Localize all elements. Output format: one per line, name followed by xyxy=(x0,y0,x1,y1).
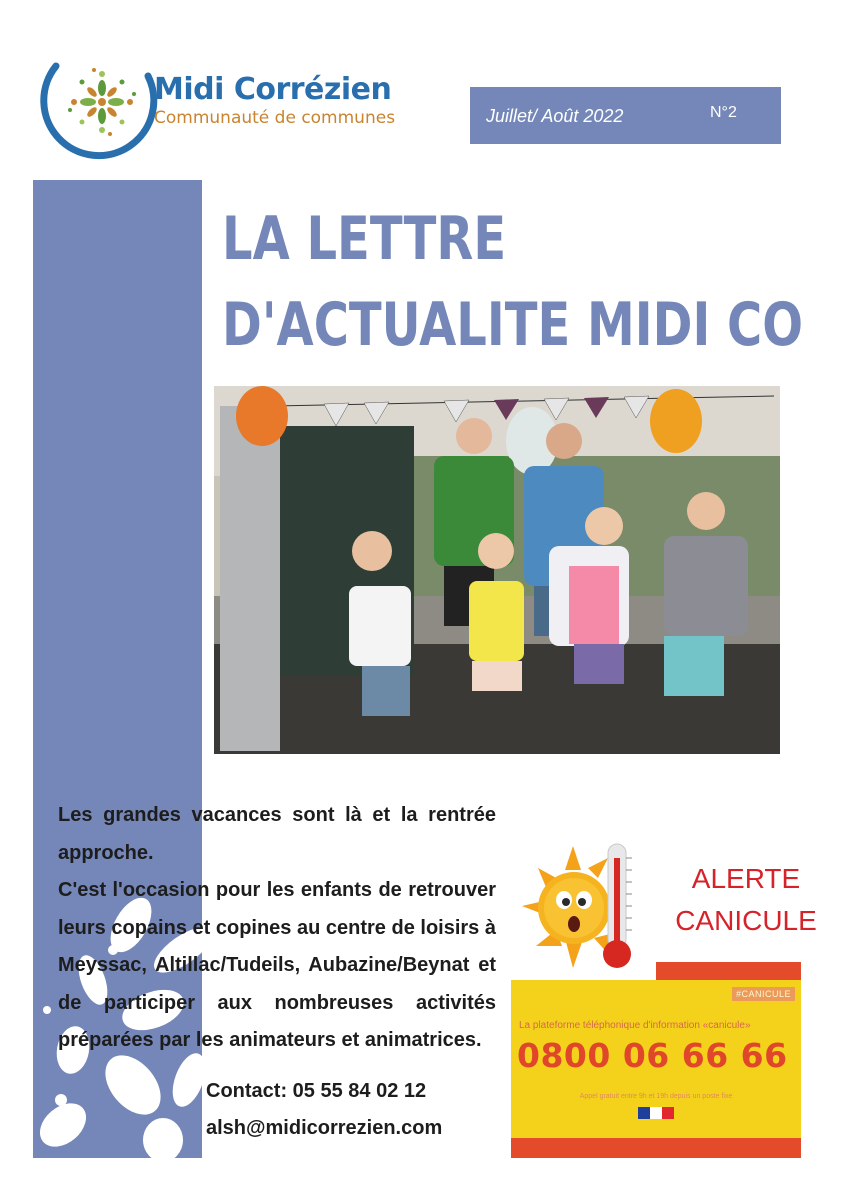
hotline-phone-number[interactable]: 0800 06 66 66 xyxy=(517,1036,788,1075)
heatwave-hotline-card xyxy=(511,962,801,1158)
alert-line-1: ALERTE xyxy=(691,863,801,894)
french-flag-icon xyxy=(638,1107,674,1119)
card-bottom-band xyxy=(511,1138,801,1158)
issue-number: N°2 xyxy=(710,104,737,121)
children-photo xyxy=(214,386,780,754)
hotline-description: La plateforme téléphonique d'information «canicule» xyxy=(519,1020,751,1031)
page-title xyxy=(222,196,804,368)
logo xyxy=(36,38,426,168)
article-paragraph-2: C'est l'occasion pour les enfants de retrouver leurs copains et copines au centre de loisirs à Meyssac, Altillac/Tudeils, Aubazine/Beynat et de participer aux nombreuses activités préparées par les animateurs et animatrices. xyxy=(58,879,496,1051)
leaf-circle-icon xyxy=(36,38,166,168)
sun-face-icon xyxy=(518,838,658,978)
title-line-1: LA LETTRE xyxy=(222,204,507,274)
logo-name: Midi Corrézien xyxy=(154,72,392,107)
canicule-hashtag: #CANICULE xyxy=(732,987,795,1001)
title-line-2: D'ACTUALITE MIDI CO xyxy=(222,290,804,360)
article-paragraph-1: Les grandes vacances sont là et la rentrée approche. xyxy=(58,804,496,864)
contact-email[interactable]: alsh@midicorrezien.com xyxy=(206,1117,443,1139)
contact-block xyxy=(206,1073,442,1147)
free-call-note: Appel gratuit entre 9h et 19h depuis un poste fixe xyxy=(579,1093,733,1100)
issue-date: Juillet/ Août 2022 xyxy=(486,106,624,126)
heat-alert-title xyxy=(662,858,830,942)
logo-subtitle: Communauté de communes xyxy=(154,108,396,128)
article-text xyxy=(58,797,496,1060)
alert-line-2: CANICULE xyxy=(675,905,817,936)
contact-phone: Contact: 05 55 84 02 12 xyxy=(206,1080,427,1102)
card-top-band xyxy=(656,962,801,980)
issue-bar xyxy=(470,87,781,144)
